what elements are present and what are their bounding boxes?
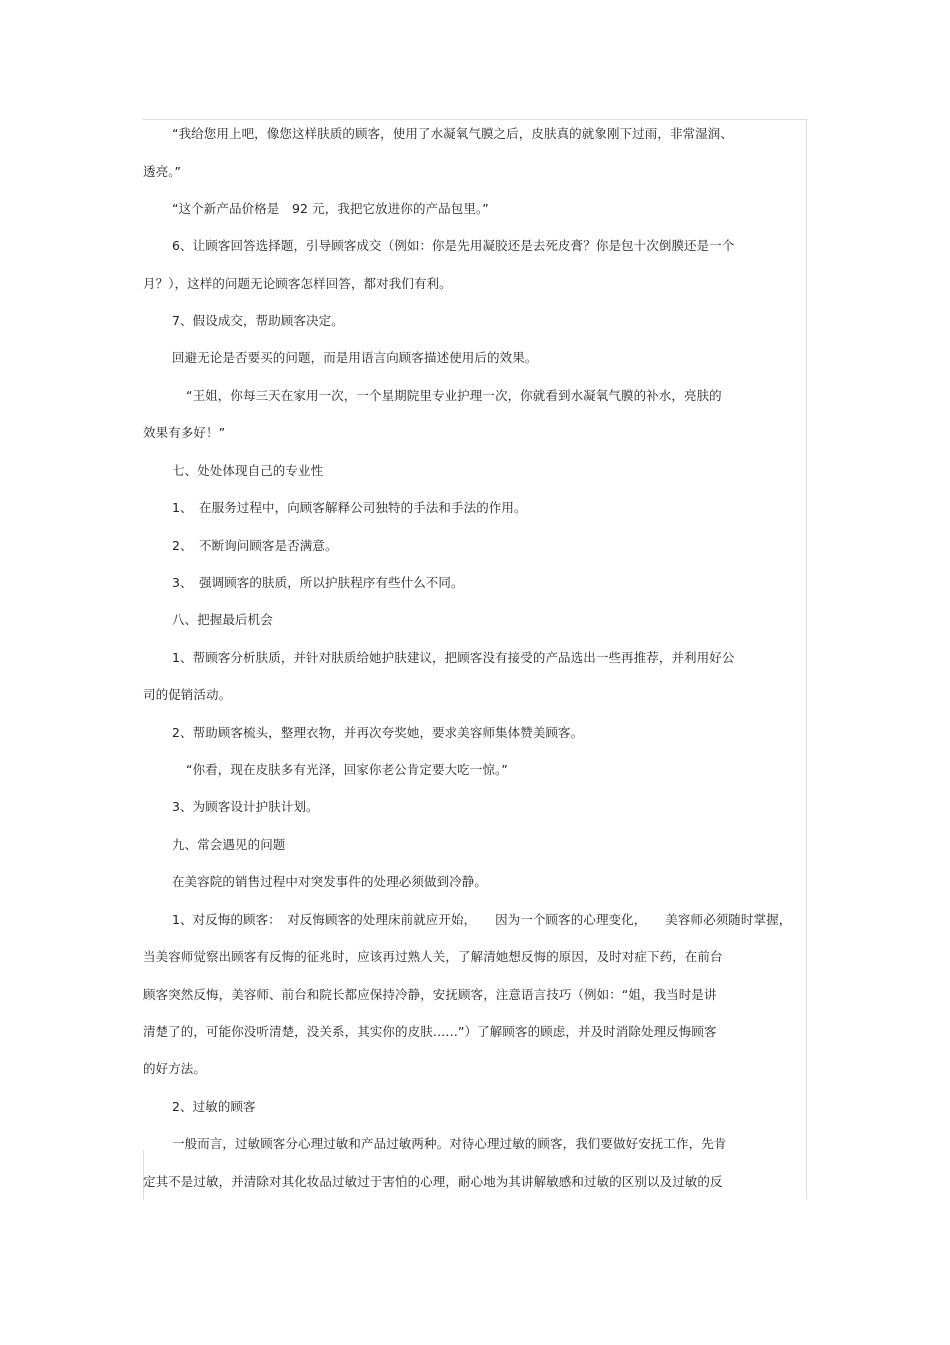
- list-item: 2、 不断询问顾客是否满意。: [172, 538, 338, 553]
- body-text-line: 7、假设成交，帮助顾客决定。: [172, 313, 344, 328]
- section-heading: 九、常会遇见的问题: [172, 837, 286, 852]
- body-text-line: “这个新产品价格是 92 元，我把它放进你的产品包里。”: [172, 201, 489, 216]
- body-text-line: 的好方法。: [143, 1061, 207, 1076]
- body-text-line: 6、让顾客回答选择题，引导顾客成交（例如：你是先用凝胶还是去死皮膏？你是包十次倒膜还是一个: [172, 238, 735, 253]
- body-text-line: 1、帮顾客分析肤质，并针对肤质给她护肤建议，把顾客没有接受的产品选出一些再推荐，并利用好公: [172, 650, 735, 665]
- body-text-line: 当美容师觉察出顾客有反悔的征兆时，应该再过熟人关，了解清她想反悔的原因，及时对症下药，在前台: [143, 949, 723, 964]
- page-border-right: [806, 119, 807, 1199]
- section-heading: 2、过敏的顾客: [172, 1099, 256, 1114]
- body-text-line: 定其不是过敏，并清除对其化妆品过敏过于害怕的心理，耐心地为其讲解敏感和过敏的区别以及过敏的反: [143, 1174, 723, 1189]
- body-text-line: 司的促销活动。: [143, 687, 232, 702]
- body-text-line: 月？），这样的问题无论顾客怎样回答，都对我们有利。: [143, 276, 452, 291]
- body-text-line: 效果有多好！”: [143, 425, 226, 440]
- section-heading: 七、处处体现自己的专业性: [172, 463, 324, 478]
- page-border-top: [143, 119, 807, 120]
- body-text-line: 回避无论是否要买的问题，而是用语言向顾客描述使用后的效果。: [172, 350, 538, 365]
- list-item: 3、 强调顾客的肤质，所以护肤程序有些什么不同。: [172, 575, 464, 590]
- body-text-line: 3、为顾客设计护肤计划。: [172, 799, 319, 814]
- list-item: 1、 在服务过程中，向顾客解释公司独特的手法和手法的作用。: [172, 500, 527, 515]
- body-text-line: “我给您用上吧，像您这样肤质的顾客，使用了水凝氧气膜之后，皮肤真的就象刚下过雨，非常湿润、: [172, 126, 733, 141]
- body-text-line: 清楚了的，可能你没听清楚，没关系，其实你的皮肤……”）了解顾客的顾虑，并及时消除处理反悔顾客: [143, 1024, 717, 1039]
- body-text-line: 顾客突然反悔，美容师、前台和院长都应保持冷静，安抚顾客，注意语言技巧（例如：“姐，我当时是讲: [143, 987, 717, 1002]
- body-text-line: 2、帮助顾客梳头，整理衣物，并再次夸奖她，要求美容师集体赞美顾客。: [172, 725, 584, 740]
- body-text-line: 透亮。”: [143, 164, 182, 179]
- body-text-line: 在美容院的销售过程中对突发事件的处理必须做到冷静。: [172, 874, 488, 889]
- section-heading: 八、把握最后机会: [172, 612, 273, 627]
- body-text-line: “王姐，你每三天在家用一次，一个星期院里专业护理一次，你就看到水凝氧气膜的补水，亮肤的: [186, 388, 722, 403]
- body-text-line: 一般而言，过敏顾客分心理过敏和产品过敏两种。对待心理过敏的顾客，我们要做好安抚工作，先肯: [172, 1136, 727, 1151]
- body-text-line: “你看，现在皮肤多有光泽，回家你老公肯定要大吃一惊。”: [186, 762, 508, 777]
- body-text-line: 1、对反悔的顾客： 对反悔顾客的处理床前就应开始， 因为一个顾客的心理变化， 美容师必须随时掌握，: [172, 912, 792, 927]
